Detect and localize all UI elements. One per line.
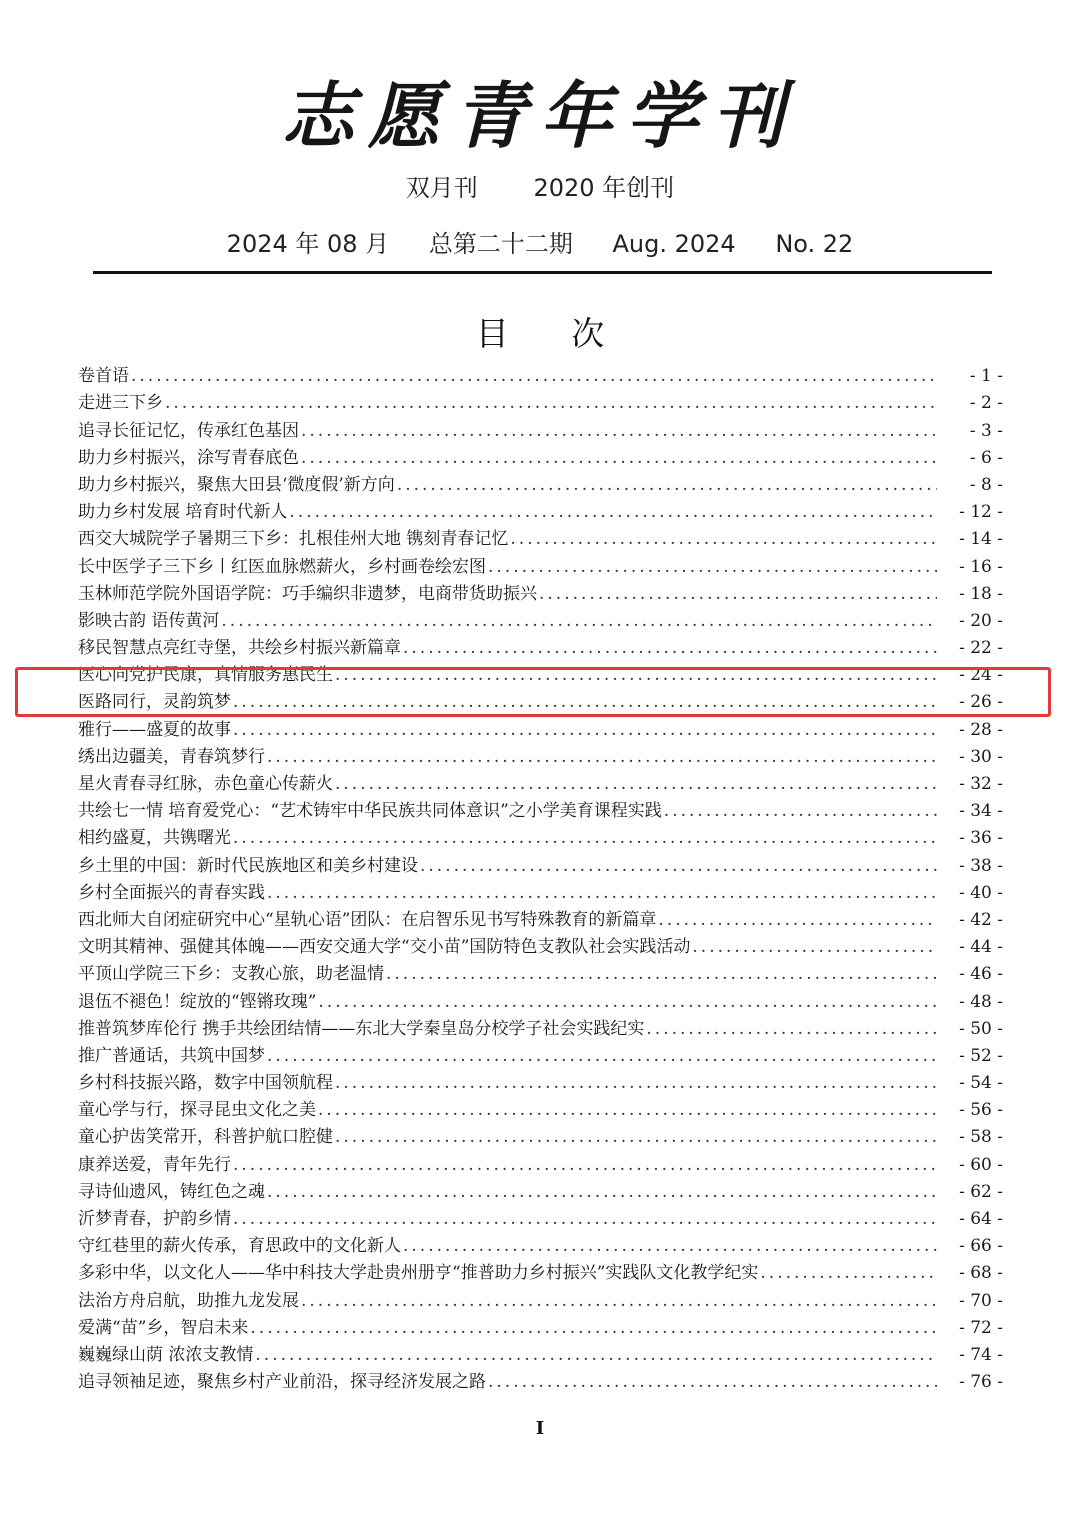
toc-entry[interactable] [78, 413, 1003, 440]
toc-entry-page: - 56 - [959, 1100, 1003, 1121]
highlight-box [15, 667, 1051, 717]
dot-leader [335, 1127, 937, 1147]
toc-entry[interactable] [78, 1012, 1003, 1039]
toc-entry-page: - 58 - [959, 1127, 1003, 1148]
toc-heading: 目 次 [475, 314, 631, 353]
toc-entry-title: 助力乡村发展 培育时代新人 [78, 502, 288, 523]
toc-entry-title: 寻诗仙遗风，铸红色之魂 [78, 1181, 265, 1202]
toc-entry[interactable] [78, 821, 1003, 848]
toc-entry-title: 平顶山学院三下乡：支教心旅，助老温情 [78, 964, 384, 985]
toc-entry[interactable] [78, 957, 1003, 984]
issue-total: 总第二十二期 [428, 230, 573, 258]
toc-entry-page: - 74 - [959, 1344, 1003, 1365]
publication-info [0, 168, 1080, 203]
toc-entry-title: 玉林师范学院外国语学院：巧手编织非遗梦，电商带货助振兴 [78, 583, 537, 604]
toc-entry-page: - 64 - [959, 1209, 1003, 1229]
toc-entry-page: - 72 - [959, 1317, 1003, 1338]
toc-entry-title: 助力乡村振兴，涂写青春底色 [78, 447, 299, 468]
toc-entry[interactable] [78, 1039, 1003, 1066]
toc-entry-title: 西交大城院学子暑期三下乡：扎根佳州大地 镌刻青春记忆 [78, 529, 509, 550]
dot-leader [760, 1263, 937, 1283]
toc-entry-title: 追寻长征记忆，传承红色基因 [78, 420, 299, 441]
toc-entry-page: - 16 - [959, 556, 1003, 577]
toc-entry[interactable] [78, 848, 1003, 875]
page-folio: I [535, 1418, 545, 1439]
toc-entry[interactable] [78, 604, 1003, 631]
toc-entry-title: 卷首语 [78, 366, 129, 387]
toc-entry[interactable] [78, 767, 1003, 794]
founded-year: 2020 年创刊 [533, 174, 675, 202]
dot-leader [488, 1372, 937, 1392]
journal-title: 志愿青年学刊 [281, 73, 798, 158]
toc-entry-page: - 36 - [959, 828, 1003, 849]
toc-entry-page: - 26 - [959, 692, 1003, 713]
toc-entry-title: 乡土里的中国：新时代民族地区和美乡村建设 [78, 855, 418, 876]
toc-entry-page: - 38 - [959, 855, 1003, 876]
dot-leader [318, 992, 937, 1012]
toc-entry-title: 医路同行，灵韵筑梦 [78, 692, 231, 713]
toc-entry-title: 追寻领袖足迹，聚焦乡村产业前沿，探寻经济发展之路 [78, 1372, 486, 1393]
dot-leader [267, 1046, 937, 1066]
dot-leader [131, 366, 937, 386]
toc-entry[interactable] [78, 1120, 1003, 1147]
toc-entry-title: 童心学与行，探寻昆虫文化之美 [78, 1100, 316, 1121]
toc-entry-page: - 32 - [959, 774, 1003, 794]
toc-entry-page: - 18 - [959, 583, 1003, 604]
issue-date: 2024 年 08 月 [226, 230, 390, 258]
toc-entry[interactable] [78, 495, 1003, 522]
toc-entry-title: 乡村全面振兴的青春实践 [78, 882, 265, 903]
toc-entry-title: 雅行——盛夏的故事 [78, 719, 231, 740]
frequency: 双月刊 [405, 174, 478, 202]
toc-entry[interactable] [78, 549, 1003, 576]
toc-entry-title: 康养送爱，青年先行 [78, 1154, 231, 1175]
toc-entry[interactable] [78, 794, 1003, 821]
dot-leader [335, 774, 937, 794]
toc-entry-title: 退伍不褪色！绽放的“铿锵玫瑰” [78, 991, 317, 1012]
toc-entry-page: - 1 - [969, 366, 1003, 387]
toc-entry-page: - 44 - [959, 937, 1003, 958]
toc-entry-title: 巍巍绿山荫 浓浓支教情 [78, 1344, 254, 1365]
toc-entry-title: 沂梦青春，护韵乡情 [78, 1209, 231, 1229]
dot-leader [267, 747, 937, 767]
toc-entry-page: - 76 - [959, 1372, 1003, 1393]
dot-leader [318, 1100, 937, 1120]
toc-entry-page: - 54 - [959, 1073, 1003, 1094]
toc-entry[interactable] [78, 930, 1003, 957]
dot-leader [233, 828, 937, 848]
dot-leader [646, 1019, 937, 1039]
dot-leader [233, 720, 937, 740]
toc-entry[interactable] [78, 359, 1003, 386]
toc-entry-title: 推普筑梦库伦行 携手共绘团结情——东北大学秦皇岛分校学子社会实践纪实 [78, 1018, 645, 1039]
toc-entry-title: 乡村科技振兴路，数字中国领航程 [78, 1073, 333, 1094]
toc-entry[interactable] [78, 1175, 1003, 1202]
dot-leader [335, 1073, 937, 1093]
toc-entry-title: 星火青春寻红脉，赤色童心传薪火 [78, 774, 333, 794]
toc-entry-page: - 50 - [959, 1018, 1003, 1039]
toc-entry[interactable] [78, 577, 1003, 604]
dot-leader [255, 1345, 937, 1365]
dot-leader [386, 964, 937, 984]
toc-entry-title: 相约盛夏，共镌曙光 [78, 828, 231, 849]
toc-entry-title: 西北师大自闭症研究中心“星轨心语”团队：在启智乐见书写特殊教育的新篇章 [78, 909, 657, 930]
toc-entry[interactable] [78, 522, 1003, 549]
toc-entry-page: - 66 - [959, 1236, 1003, 1257]
toc-entry-page: - 40 - [959, 882, 1003, 903]
dot-leader [221, 611, 937, 631]
toc-entry-title: 守红巷里的薪火传承，育思政中的文化新人 [78, 1236, 401, 1257]
toc-entry-page: - 34 - [959, 801, 1003, 822]
toc-entry[interactable] [78, 631, 1003, 658]
toc-entry-page: - 8 - [969, 474, 1003, 495]
toc-entry-title: 医心向党护民康，真情服务惠民生 [78, 665, 333, 686]
dot-leader [233, 1209, 937, 1229]
toc-entry-title: 文明其精神、强健其体魄——西安交通大学“交小苗”国防特色支教队社会实践活动 [78, 937, 691, 958]
toc-entry-title: 法治方舟启航，助推九龙发展 [78, 1290, 299, 1311]
toc-entry-title: 走进三下乡 [78, 393, 163, 414]
dot-leader [488, 557, 937, 577]
dot-leader [692, 937, 937, 957]
dot-leader [301, 448, 937, 468]
dot-leader [165, 393, 937, 413]
toc-entry[interactable] [78, 1202, 1003, 1229]
dot-leader [397, 475, 937, 495]
toc-entry-title: 移民智慧点亮红寺堡，共绘乡村振兴新篇章 [78, 638, 401, 659]
toc-entry[interactable] [78, 1311, 1003, 1338]
toc-entry[interactable] [78, 740, 1003, 767]
dot-leader [250, 1318, 937, 1338]
toc-entry-page: - 68 - [959, 1263, 1003, 1284]
toc-entry-page: - 6 - [969, 447, 1003, 468]
issue-number: No. 22 [775, 230, 854, 258]
toc-entry-page: - 12 - [959, 502, 1003, 523]
toc-entry[interactable] [78, 903, 1003, 930]
toc-entry-page: - 62 - [959, 1181, 1003, 1202]
toc-entry[interactable] [78, 876, 1003, 903]
dot-leader [301, 421, 937, 441]
issue-info [0, 224, 1080, 259]
toc-entry-page: - 60 - [959, 1154, 1003, 1175]
toc-entry-page: - 20 - [959, 610, 1003, 631]
toc-entry-title: 助力乡村振兴，聚焦大田县‘微度假’新方向 [78, 474, 395, 495]
dot-leader [664, 801, 937, 821]
dot-leader [267, 883, 937, 903]
toc-entry-page: - 48 - [959, 991, 1003, 1012]
header-rule [93, 271, 992, 274]
toc-entry-page: - 46 - [959, 964, 1003, 985]
toc-entry[interactable] [78, 1365, 1003, 1392]
dot-leader [301, 1291, 937, 1311]
dot-leader [539, 584, 937, 604]
toc-entry[interactable] [78, 1229, 1003, 1256]
toc-entry-page: - 42 - [959, 909, 1003, 930]
toc-entry[interactable] [78, 441, 1003, 468]
toc-entry-title: 爱满“苗”乡，智启未来 [78, 1317, 249, 1338]
toc-entry-title: 绣出边疆美，青春筑梦行 [78, 746, 265, 767]
toc-entry-title: 推广普通话，共筑中国梦 [78, 1045, 265, 1066]
toc-entry-page: - 2 - [969, 393, 1003, 414]
dot-leader [289, 502, 937, 522]
toc-entry[interactable] [78, 1338, 1003, 1365]
toc-entry-title: 共绘七一情 培育爱党心：“艺术铸牢中华民族共同体意识”之小学美育课程实践 [78, 801, 662, 822]
toc-entry[interactable] [78, 984, 1003, 1011]
toc-entry-title: 长中医学子三下乡丨红医血脉燃薪火，乡村画卷绘宏图 [78, 556, 486, 577]
dot-leader [403, 1236, 937, 1256]
dot-leader [267, 1182, 937, 1202]
toc-entry-page: - 28 - [959, 719, 1003, 740]
toc-entry-title: 影映古韵 语传黄河 [78, 610, 220, 631]
table-of-contents [78, 359, 1003, 1392]
toc-entry-page: - 70 - [959, 1290, 1003, 1311]
toc-entry-page: - 30 - [959, 746, 1003, 767]
toc-entry-page: - 52 - [959, 1045, 1003, 1066]
toc-entry[interactable] [78, 1093, 1003, 1120]
dot-leader [420, 856, 937, 876]
toc-entry-page: - 3 - [969, 420, 1003, 441]
dot-leader [403, 638, 937, 658]
dot-leader [658, 910, 937, 930]
toc-entry-title: 童心护齿笑常开，科普护航口腔健 [78, 1127, 333, 1148]
toc-entry[interactable] [78, 1256, 1003, 1283]
toc-entry[interactable] [78, 386, 1003, 413]
toc-entry[interactable] [78, 468, 1003, 495]
issue-date-en: Aug. 2024 [612, 230, 736, 258]
toc-entry-page: - 24 - [959, 665, 1003, 686]
toc-entry-title: 多彩中华，以文化人——华中科技大学赴贵州册亨“推普助力乡村振兴”实践队文化教学纪实 [78, 1263, 759, 1284]
dot-leader [233, 1155, 937, 1175]
toc-entry[interactable] [78, 1283, 1003, 1310]
toc-entry-page: - 14 - [959, 529, 1003, 550]
toc-entry[interactable] [78, 1066, 1003, 1093]
toc-entry-page: - 22 - [959, 638, 1003, 659]
toc-entry[interactable] [78, 1147, 1003, 1174]
dot-leader [510, 529, 937, 549]
